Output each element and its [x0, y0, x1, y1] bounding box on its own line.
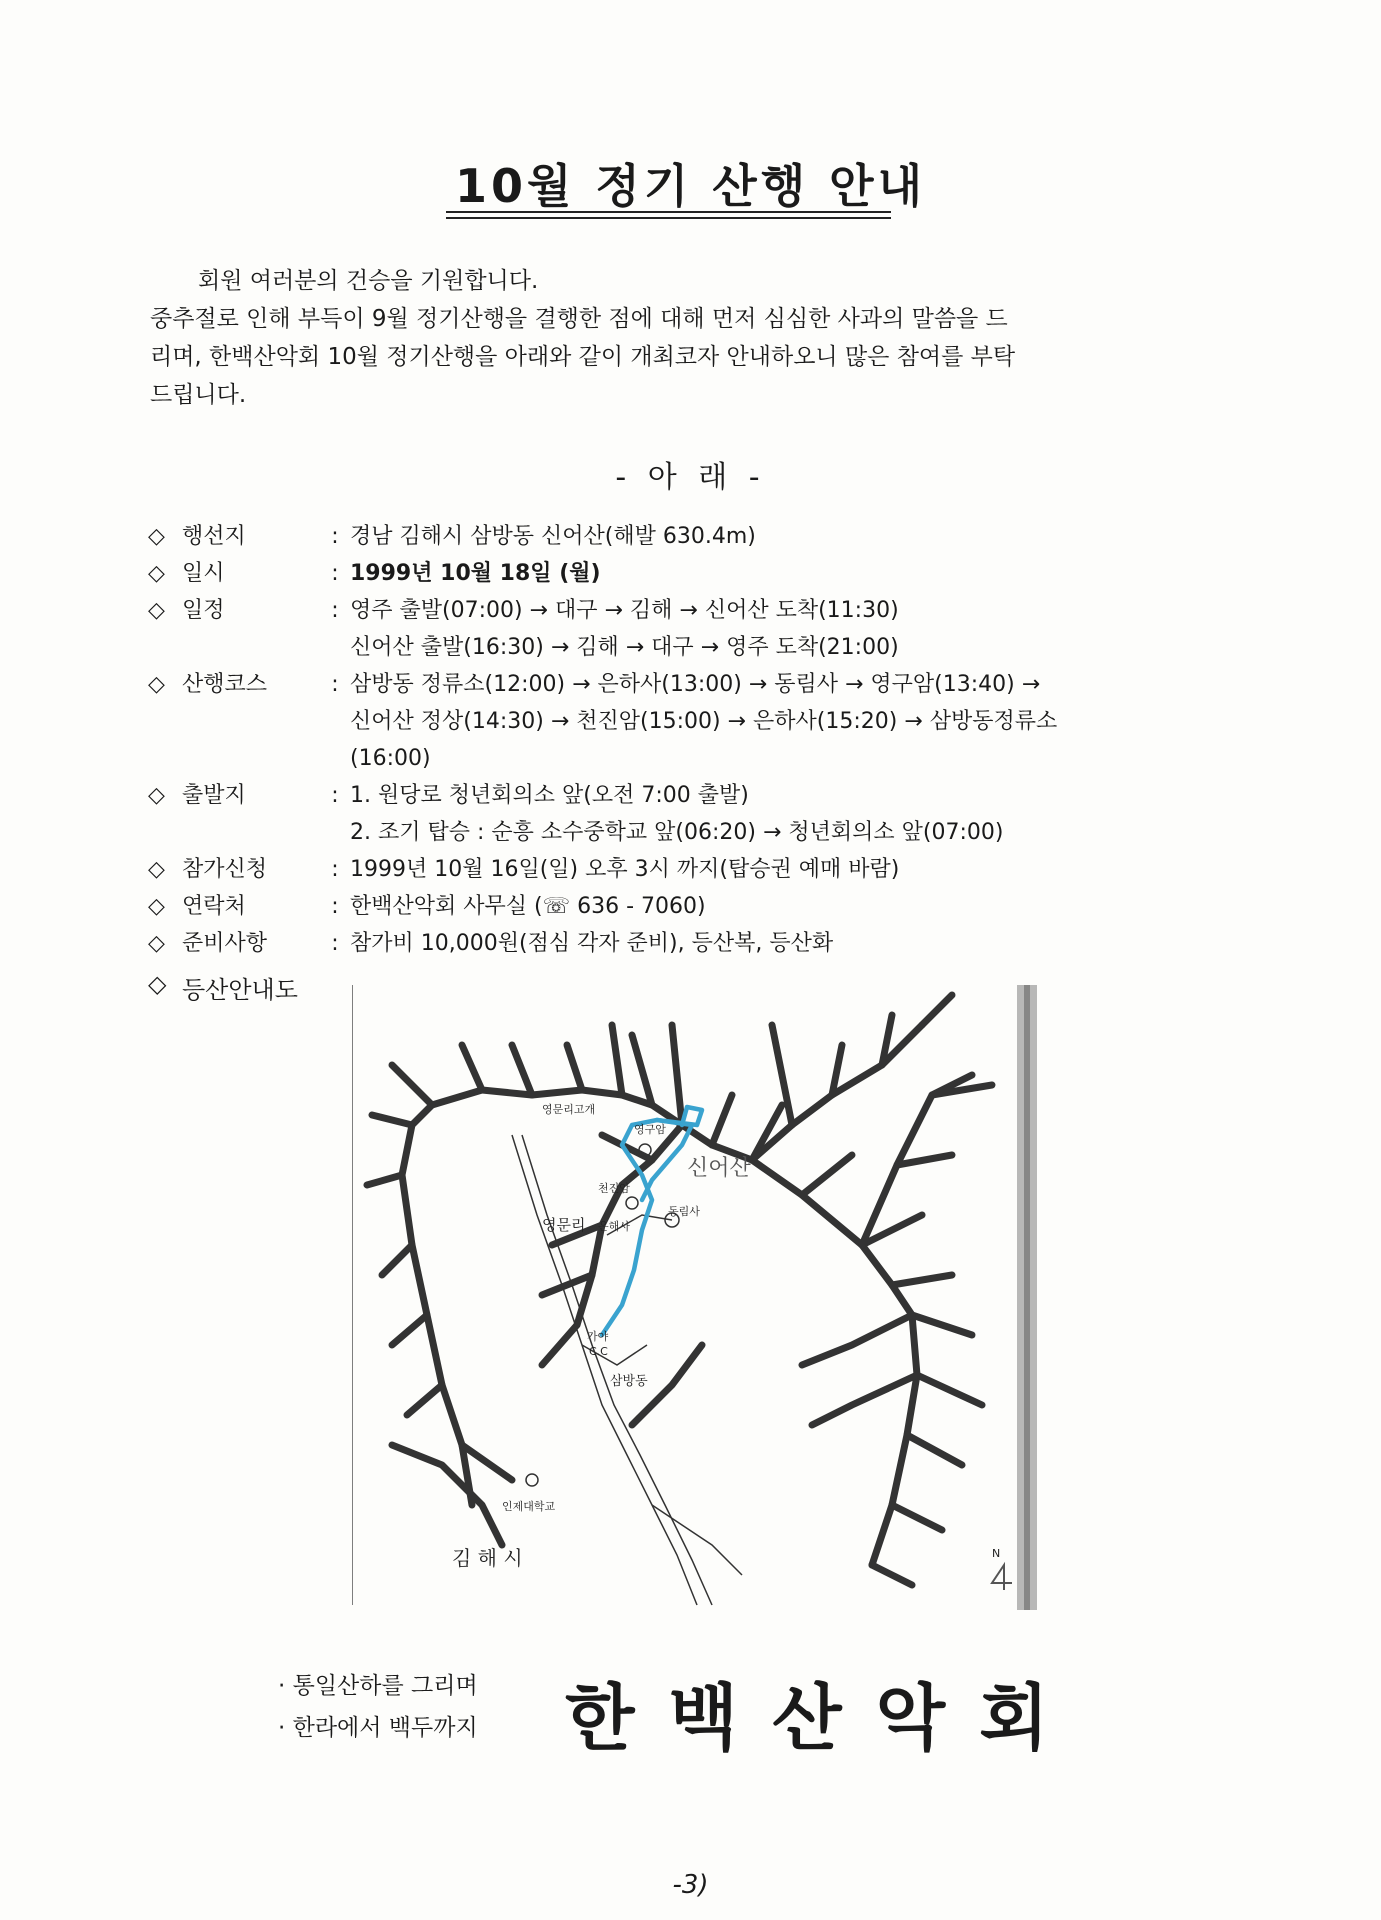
- notice-heading: - 아 래 -: [615, 460, 766, 495]
- place-label: 영문리고개: [542, 1103, 596, 1116]
- map-label: 등산안내도: [182, 976, 298, 1004]
- page-number: -3): [672, 1870, 709, 1900]
- info-label: 일시: [182, 561, 225, 586]
- schedule-line: 영주 출발(07:00) → 대구 → 김해 → 신어산 도착(11:30): [350, 598, 899, 623]
- course-line: 삼방동 정류소(12:00) → 은하사(13:00) → 동림사 → 영구암(13:40) →: [350, 672, 1041, 697]
- title-underline: [446, 211, 891, 213]
- info-list: [148, 518, 1198, 962]
- diamond-bullet-icon: ◇: [148, 598, 165, 623]
- diamond-bullet-icon: ◇: [148, 857, 165, 882]
- map-drawing: [352, 985, 1057, 1610]
- colon: :: [331, 598, 339, 623]
- info-value: 경남 김해시 삼방동 신어산(해발 630.4m): [350, 524, 756, 549]
- peak-label: 신어산: [687, 1156, 751, 1181]
- motto: · 통일산하를 그리며: [278, 1673, 478, 1699]
- ridge-lines: [367, 995, 992, 1585]
- colon: :: [331, 857, 339, 882]
- info-value: [350, 666, 1198, 777]
- diamond-bullet-icon: ◇: [148, 931, 165, 956]
- intro-paragraph: [150, 262, 1185, 414]
- intro-line: 중추절로 인해 부득이 9월 정기산행을 결행한 점에 대해 먼저 심심한 사과의 말씀을 드: [150, 306, 1008, 332]
- colon: :: [331, 672, 339, 697]
- temple-markers: [526, 1144, 679, 1486]
- departure-line: 1. 원당로 청년회의소 앞(오전 7:00 출발): [350, 783, 749, 808]
- diamond-bullet-icon: ◇: [148, 524, 165, 549]
- diamond-bullet-icon: ◇: [148, 561, 165, 586]
- info-label: 연락처: [182, 894, 246, 919]
- schedule-line: 신어산 출발(16:30) → 김해 → 대구 → 영주 도착(21:00): [350, 635, 899, 660]
- info-value: 1999년 10월 16일(일) 오후 3시 까지(탑승권 예매 바람): [350, 857, 900, 882]
- place-label: 동림사: [668, 1205, 700, 1218]
- diamond-bullet-icon: ◇: [148, 783, 165, 808]
- info-label: 산행코스: [182, 672, 268, 697]
- page-title: 10월 정기 산행 안내: [454, 159, 927, 213]
- info-value: 한백산악회 사무실 (☏ 636 - 7060): [350, 894, 706, 919]
- place-label: 가야: [587, 1330, 609, 1343]
- info-label: 행선지: [182, 524, 246, 549]
- info-label: 참가신청: [182, 857, 268, 882]
- diamond-bullet-icon: ◇: [148, 970, 167, 998]
- mottos: [278, 1665, 478, 1749]
- info-preparation: [148, 925, 1198, 962]
- departure-line: 2. 조기 탑승 : 순흥 소수중학교 앞(06:20) → 청년회의소 앞(07:00): [350, 820, 1004, 845]
- place-label: 영문리: [542, 1216, 586, 1234]
- intro-greeting: 회원 여러분의 건승을 기원합니다.: [198, 268, 539, 294]
- info-destination: [148, 518, 1198, 555]
- north-arrow-icon: [992, 1565, 1012, 1590]
- motto: · 한라에서 백두까지: [278, 1715, 478, 1741]
- place-label: C.C: [589, 1345, 608, 1358]
- intro-line: 드립니다.: [150, 382, 247, 408]
- colon: :: [331, 894, 339, 919]
- info-value: [350, 777, 1198, 851]
- info-value: [350, 592, 1198, 666]
- map-heading: [148, 970, 298, 1005]
- info-schedule: [148, 592, 1198, 666]
- colon: :: [331, 931, 339, 956]
- title-underline-2: [446, 217, 891, 219]
- city-label: 김 해 시: [452, 1546, 523, 1570]
- info-label: 준비사항: [182, 931, 268, 956]
- diamond-bullet-icon: ◇: [148, 894, 165, 919]
- info-contact: [148, 888, 1198, 925]
- intro-line: 리며, 한백산악회 10월 정기산행을 아래와 같이 개최코자 안내하오니 많은 참여를 부탁: [150, 344, 1016, 370]
- colon: :: [331, 783, 339, 808]
- info-date: [148, 555, 1198, 592]
- info-label: 일정: [182, 598, 225, 623]
- place-label: 삼방동: [610, 1374, 648, 1389]
- info-value: 1999년 10월 18일 (월): [350, 561, 601, 586]
- info-registration: [148, 851, 1198, 888]
- place-label: 인제대학교: [502, 1500, 556, 1513]
- course-line: (16:00): [350, 746, 431, 771]
- diamond-bullet-icon: ◇: [148, 672, 165, 697]
- colon: :: [331, 561, 339, 586]
- hiking-map: [352, 985, 1057, 1610]
- north-label: N: [992, 1547, 1001, 1560]
- info-value: 참가비 10,000원(점심 각자 준비), 등산복, 등산화: [350, 931, 834, 956]
- place-label: 은해사: [598, 1220, 630, 1233]
- info-course: [148, 666, 1198, 777]
- info-label: 출발지: [182, 783, 246, 808]
- course-line: 신어산 정상(14:30) → 천진암(15:00) → 은하사(15:20) → 삼방동정류소: [350, 709, 1058, 734]
- place-label: 천진암: [598, 1182, 630, 1195]
- place-label: 영구암: [634, 1123, 666, 1136]
- colon: :: [331, 524, 339, 549]
- info-departure: [148, 777, 1198, 851]
- club-name: 한백산악회: [565, 1675, 1083, 1760]
